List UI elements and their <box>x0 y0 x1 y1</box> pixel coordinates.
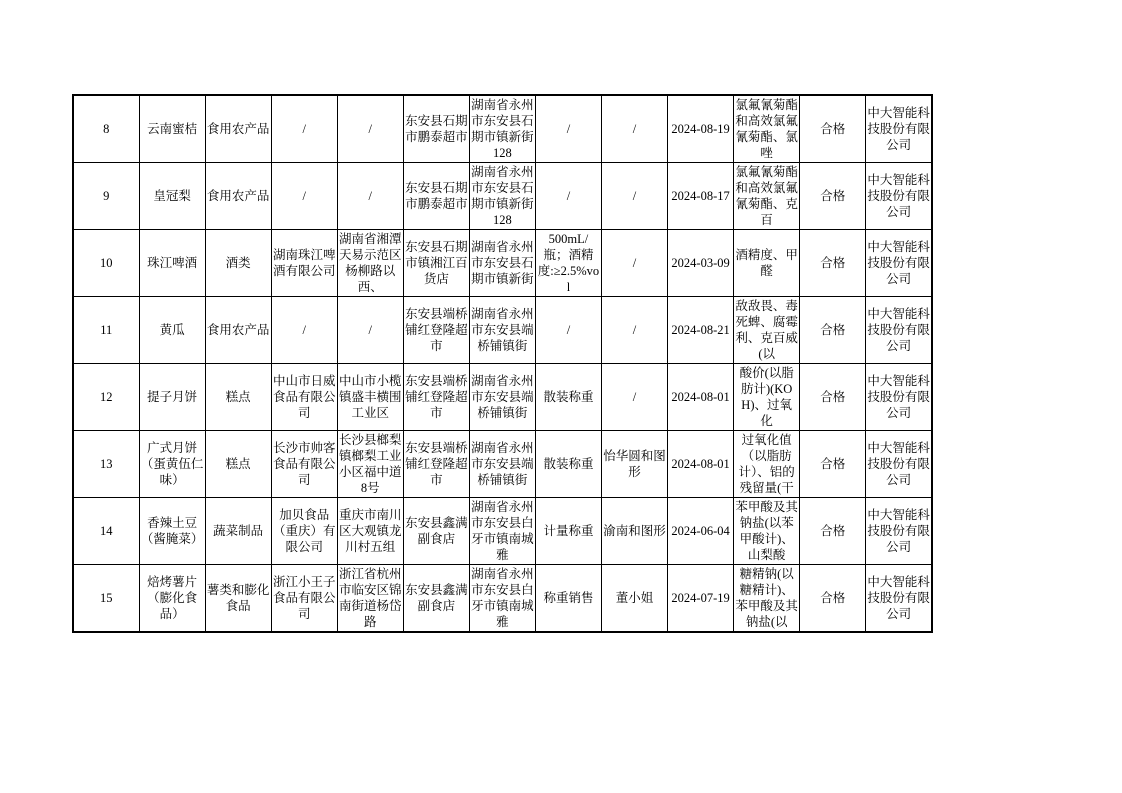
cell-specification-text: 散装称重 <box>543 390 594 404</box>
cell-result-text: 合格 <box>820 591 846 605</box>
cell-product-category <box>205 297 271 364</box>
cell-product-name <box>139 230 205 297</box>
cell-result-text: 合格 <box>820 457 846 471</box>
cell-specification-text: 称重销售 <box>543 591 594 605</box>
cell-row-number-text: 15 <box>100 591 113 605</box>
cell-trademark-text: 怡华圆和图形 <box>603 449 666 479</box>
cell-inspection-agency-text: 中大智能科技股份有限公司 <box>867 575 930 621</box>
cell-product-category <box>205 565 271 633</box>
cell-trademark <box>602 565 668 633</box>
cell-inspection-agency <box>866 163 932 230</box>
cell-row-number-text: 14 <box>100 524 113 538</box>
cell-manufacturer <box>271 431 337 498</box>
cell-manufacturer-text: 加贝食品（重庆）有限公司 <box>272 508 336 554</box>
cell-production-date-text: 2024-08-01 <box>671 390 730 404</box>
cell-manufacturer-address <box>337 498 403 565</box>
cell-manufacturer-text: 中山市日威食品有限公司 <box>272 374 336 420</box>
cell-inspection-agency-text: 中大智能科技股份有限公司 <box>867 106 930 152</box>
cell-production-date-text: 2024-08-21 <box>671 323 730 337</box>
cell-manufacturer-address-text: 浙江省杭州市临安区锦南街道杨岱路 <box>339 567 402 629</box>
cell-seller <box>403 431 469 498</box>
cell-result <box>800 565 866 633</box>
cell-product-name <box>139 163 205 230</box>
cell-manufacturer-text: 湖南珠江啤酒有限公司 <box>272 248 336 278</box>
cell-row-number <box>73 297 139 364</box>
cell-product-name-text: 皇冠梨 <box>153 189 191 203</box>
cell-product-name-text: 焙烤薯片（膨化食品） <box>147 575 198 621</box>
cell-product-category-text: 蔬菜制品 <box>213 524 264 538</box>
cell-manufacturer-address <box>337 297 403 364</box>
cell-specification-text: / <box>566 323 571 337</box>
cell-seller <box>403 565 469 633</box>
cell-specification <box>535 297 601 364</box>
cell-row-number-text: 11 <box>100 323 113 337</box>
cell-seller-text: 东安县鑫满副食店 <box>405 516 468 546</box>
cell-production-date-text: 2024-08-01 <box>671 457 730 471</box>
cell-inspection-items-text: 酒精度、甲醛 <box>735 248 798 278</box>
cell-seller-text: 东安县石期市镇湘江百货店 <box>405 240 468 286</box>
cell-seller <box>403 95 469 163</box>
cell-inspection-items-text: 苯甲酸及其钠盐(以苯甲酸计)、山梨酸 <box>735 500 798 562</box>
cell-specification-text: 散装称重 <box>543 457 594 471</box>
table-row <box>73 431 932 498</box>
cell-inspection-items <box>734 364 800 431</box>
table-body <box>73 95 932 632</box>
cell-trademark <box>602 230 668 297</box>
cell-manufacturer <box>271 498 337 565</box>
cell-seller <box>403 498 469 565</box>
cell-inspection-items <box>734 498 800 565</box>
cell-result-text: 合格 <box>820 189 846 203</box>
cell-inspection-items <box>734 230 800 297</box>
cell-trademark <box>602 431 668 498</box>
cell-manufacturer <box>271 163 337 230</box>
cell-specification-text: 500mL/瓶；酒精度:≥2.5%vol <box>537 232 600 294</box>
cell-row-number-text: 10 <box>100 256 113 270</box>
cell-seller-text: 东安县石期市鹏泰超市 <box>405 181 468 211</box>
cell-manufacturer-address-text: / <box>368 323 373 337</box>
cell-specification <box>535 364 601 431</box>
cell-trademark-text: 董小姐 <box>615 591 654 605</box>
cell-result <box>800 364 866 431</box>
cell-seller <box>403 163 469 230</box>
cell-inspection-agency <box>866 498 932 565</box>
cell-seller-address <box>469 297 535 364</box>
cell-manufacturer <box>271 297 337 364</box>
cell-production-date <box>668 364 734 431</box>
cell-specification-text: / <box>566 189 571 203</box>
cell-row-number-text: 9 <box>103 189 110 203</box>
cell-manufacturer-text: 浙江小王子食品有限公司 <box>272 575 336 621</box>
cell-product-name-text: 珠江啤酒 <box>147 256 198 270</box>
cell-result-text: 合格 <box>820 390 846 404</box>
cell-seller-text: 东安县端桥铺红登隆超市 <box>405 374 468 420</box>
cell-product-name <box>139 431 205 498</box>
cell-specification-text: 计量称重 <box>543 524 594 538</box>
cell-seller-address <box>469 498 535 565</box>
cell-seller-address <box>469 230 535 297</box>
cell-manufacturer <box>271 230 337 297</box>
table-row <box>73 498 932 565</box>
cell-product-category-text: 酒类 <box>225 256 251 270</box>
cell-manufacturer <box>271 364 337 431</box>
cell-result <box>800 163 866 230</box>
cell-production-date <box>668 95 734 163</box>
cell-inspection-agency <box>866 565 932 633</box>
cell-inspection-agency-text: 中大智能科技股份有限公司 <box>867 508 930 554</box>
cell-manufacturer-address <box>337 364 403 431</box>
cell-result <box>800 431 866 498</box>
table-row <box>73 364 932 431</box>
cell-specification-text: / <box>566 122 571 136</box>
cell-trademark-text: / <box>632 189 637 203</box>
cell-result <box>800 95 866 163</box>
cell-product-name <box>139 565 205 633</box>
cell-seller-address-text: 湖南省永州市东安县端桥铺镇街 <box>471 307 534 353</box>
cell-specification <box>535 431 601 498</box>
cell-manufacturer <box>271 95 337 163</box>
cell-product-category <box>205 431 271 498</box>
cell-trademark <box>602 95 668 163</box>
cell-row-number <box>73 364 139 431</box>
table-row <box>73 230 932 297</box>
cell-row-number-text: 8 <box>103 122 110 136</box>
cell-inspection-items <box>734 297 800 364</box>
cell-seller-text: 东安县端桥铺红登隆超市 <box>405 307 468 353</box>
cell-product-category-text: 食用农产品 <box>206 122 270 136</box>
cell-seller <box>403 364 469 431</box>
cell-specification <box>535 163 601 230</box>
cell-production-date-text: 2024-08-19 <box>671 122 730 136</box>
cell-product-category <box>205 230 271 297</box>
cell-seller-text: 东安县端桥铺红登隆超市 <box>405 441 468 487</box>
cell-inspection-agency <box>866 230 932 297</box>
cell-seller-address-text: 湖南省永州市东安县端桥铺镇街 <box>471 441 534 487</box>
cell-seller-address-text: 湖南省永州市东安县石期市镇新街128 <box>471 98 534 160</box>
cell-inspection-items <box>734 163 800 230</box>
cell-result-text: 合格 <box>820 524 846 538</box>
cell-inspection-agency-text: 中大智能科技股份有限公司 <box>867 240 930 286</box>
cell-manufacturer-address <box>337 431 403 498</box>
cell-seller-text: 东安县石期市鹏泰超市 <box>405 114 468 144</box>
cell-specification <box>535 95 601 163</box>
cell-production-date-text: 2024-08-17 <box>671 189 730 203</box>
cell-row-number-text: 13 <box>100 457 113 471</box>
cell-manufacturer-text: 长沙市帅客食品有限公司 <box>272 441 336 487</box>
cell-product-name-text: 黄瓜 <box>159 323 185 337</box>
cell-product-category-text: 糕点 <box>225 390 251 404</box>
cell-product-category-text: 糕点 <box>225 457 251 471</box>
cell-seller-address <box>469 95 535 163</box>
cell-row-number <box>73 230 139 297</box>
cell-manufacturer-address <box>337 163 403 230</box>
cell-product-category <box>205 95 271 163</box>
cell-trademark-text: / <box>632 390 637 404</box>
cell-inspection-items-text: 过氧化值（以脂肪计）、铝的残留量(干 <box>738 433 795 495</box>
cell-specification <box>535 230 601 297</box>
cell-inspection-agency-text: 中大智能科技股份有限公司 <box>867 374 930 420</box>
cell-seller-address <box>469 565 535 633</box>
cell-seller-address <box>469 431 535 498</box>
inspection-results-table <box>72 94 933 633</box>
cell-production-date <box>668 431 734 498</box>
cell-result <box>800 297 866 364</box>
cell-production-date-text: 2024-03-09 <box>671 256 730 270</box>
cell-seller-address <box>469 364 535 431</box>
cell-manufacturer-address-text: 中山市小榄镇盛丰横围工业区 <box>339 374 402 420</box>
cell-row-number <box>73 95 139 163</box>
cell-inspection-items-text: 酸价(以脂肪计)(KOH)、过氧化 <box>739 366 794 428</box>
cell-row-number-text: 12 <box>100 390 113 404</box>
cell-inspection-agency <box>866 297 932 364</box>
cell-inspection-items <box>734 95 800 163</box>
cell-trademark-text: / <box>632 122 637 136</box>
cell-inspection-agency <box>866 95 932 163</box>
cell-product-name-text: 香辣土豆（酱腌菜） <box>140 516 204 546</box>
cell-inspection-agency-text: 中大智能科技股份有限公司 <box>867 307 930 353</box>
cell-product-category <box>205 163 271 230</box>
cell-seller-address-text: 湖南省永州市东安县端桥铺镇街 <box>471 374 534 420</box>
cell-trademark-text: / <box>632 256 637 270</box>
cell-manufacturer <box>271 565 337 633</box>
cell-product-category-text: 食用农产品 <box>206 189 270 203</box>
cell-manufacturer-address <box>337 95 403 163</box>
cell-product-name-text: 广式月饼（蛋黄伍仁味） <box>140 441 204 487</box>
cell-manufacturer-address-text: / <box>368 122 373 136</box>
cell-trademark <box>602 498 668 565</box>
cell-result-text: 合格 <box>820 256 846 270</box>
cell-product-name <box>139 95 205 163</box>
cell-seller-address-text: 湖南省永州市东安县石期市镇新街128 <box>471 165 534 227</box>
cell-inspection-items-text: 氯氟氰菊酯和高效氯氟氰菊酯、氯唑 <box>735 98 798 160</box>
cell-seller-address-text: 湖南省永州市东安县白牙市镇南城雅 <box>471 500 534 562</box>
cell-manufacturer-address-text: / <box>368 189 373 203</box>
cell-product-name-text: 云南蜜桔 <box>147 122 198 136</box>
cell-trademark <box>602 163 668 230</box>
cell-result <box>800 498 866 565</box>
cell-seller <box>403 230 469 297</box>
cell-product-name <box>139 297 205 364</box>
table-row <box>73 565 932 633</box>
cell-seller-address <box>469 163 535 230</box>
cell-specification <box>535 565 601 633</box>
cell-seller-text: 东安县鑫满副食店 <box>405 583 468 613</box>
cell-seller-address-text: 湖南省永州市东安县石期市镇新街 <box>471 240 534 286</box>
cell-trademark <box>602 364 668 431</box>
cell-inspection-items-text: 氯氟氰菊酯和高效氯氟氰菊酯、克百 <box>735 165 798 227</box>
cell-inspection-items-text: 糖精钠(以糖精计)、苯甲酸及其钠盐(以 <box>735 567 798 629</box>
cell-production-date <box>668 163 734 230</box>
cell-production-date-text: 2024-06-04 <box>671 524 730 538</box>
cell-seller-address-text: 湖南省永州市东安县白牙市镇南城雅 <box>471 567 534 629</box>
cell-manufacturer-address-text: 湖南省湘潭天易示范区杨柳路以西、 <box>339 232 402 294</box>
cell-manufacturer-text: / <box>302 323 306 337</box>
cell-inspection-agency-text: 中大智能科技股份有限公司 <box>867 173 930 219</box>
cell-manufacturer-address <box>337 230 403 297</box>
cell-production-date-text: 2024-07-19 <box>671 591 730 605</box>
cell-specification <box>535 498 601 565</box>
table-row <box>73 95 932 163</box>
cell-inspection-agency-text: 中大智能科技股份有限公司 <box>867 441 930 487</box>
cell-product-category <box>205 498 271 565</box>
cell-product-name-text: 提子月饼 <box>147 390 198 404</box>
cell-seller <box>403 297 469 364</box>
cell-result <box>800 230 866 297</box>
cell-inspection-agency <box>866 431 932 498</box>
cell-manufacturer-address-text: 长沙县榔梨镇榔梨工业小区福中道8号 <box>339 433 402 495</box>
cell-product-category <box>205 364 271 431</box>
cell-product-name <box>139 364 205 431</box>
table-row <box>73 297 932 364</box>
cell-product-name <box>139 498 205 565</box>
cell-row-number <box>73 431 139 498</box>
cell-manufacturer-address-text: 重庆市南川区大观镇龙川村五组 <box>339 508 402 554</box>
cell-product-category-text: 薯类和膨化食品 <box>206 583 270 613</box>
cell-trademark <box>602 297 668 364</box>
cell-product-category-text: 食用农产品 <box>206 323 270 337</box>
cell-row-number <box>73 498 139 565</box>
cell-result-text: 合格 <box>820 122 846 136</box>
cell-production-date <box>668 297 734 364</box>
cell-result-text: 合格 <box>820 323 846 337</box>
cell-manufacturer-address <box>337 565 403 633</box>
cell-row-number <box>73 163 139 230</box>
cell-inspection-agency <box>866 364 932 431</box>
cell-trademark-text: 渝南和图形 <box>603 524 666 538</box>
cell-inspection-items-text: 敌敌畏、毒死蜱、腐霉利、克百威(以 <box>735 299 798 361</box>
cell-inspection-items <box>734 565 800 633</box>
table-row <box>73 163 932 230</box>
cell-row-number <box>73 565 139 633</box>
cell-production-date <box>668 498 734 565</box>
cell-manufacturer-text: / <box>302 122 306 136</box>
cell-production-date <box>668 565 734 633</box>
cell-inspection-items <box>734 431 800 498</box>
cell-manufacturer-text: / <box>302 189 306 203</box>
cell-trademark-text: / <box>632 323 637 337</box>
cell-production-date <box>668 230 734 297</box>
